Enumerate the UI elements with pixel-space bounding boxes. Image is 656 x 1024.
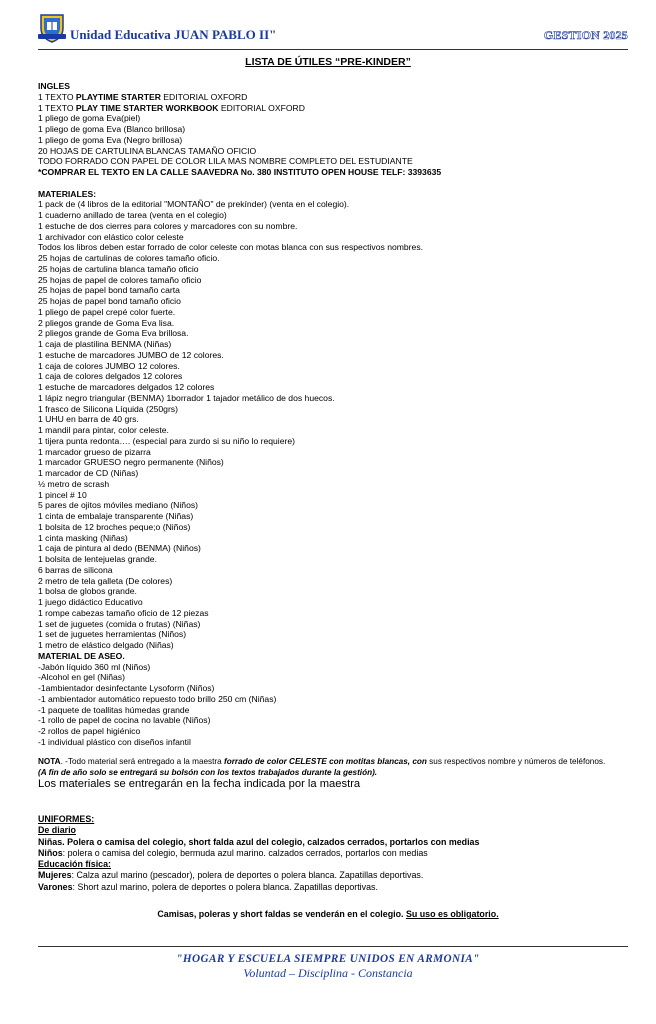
ingles-item xyxy=(38,167,628,178)
ingles-item-text: *COMPRAR EL TEXTO EN LA CALLE SAAVEDRA No. 380 INSTITUTO OPEN HOUSE TELF: 3393635 xyxy=(38,167,442,177)
document-header xyxy=(38,12,628,48)
material-item: 1 lápiz negro triangular (BENMA) 1borrador 1 tajador metálico de dos huecos. xyxy=(38,392,335,403)
uniform-sales-note xyxy=(0,909,656,919)
material-item: 1 UHU en barra de 40 grs. xyxy=(38,414,139,425)
note-text-2: forrado de color CELESTE con motitas blancas, con xyxy=(223,757,427,766)
ingles-item-text: EDITORIAL OXFORD xyxy=(160,91,248,102)
material-item: 2 pliegos grande de Goma Eva lisa. xyxy=(38,317,175,328)
hygiene-item: -Alcohol en gel (Niñas) xyxy=(38,672,125,683)
material-item: 1 caja de colores delgados 12 colores xyxy=(38,371,183,382)
footer-divider xyxy=(38,946,628,947)
material-item: 25 hojas de papel de colores tamaño oficio xyxy=(38,274,202,285)
material-item: 1 bolsa de globos grande. xyxy=(38,586,137,597)
hygiene-item: -1ambientador desinfectante Lysoform (Niños) xyxy=(38,683,215,693)
material-item: 1 set de juguetes herramientas (Niños) xyxy=(38,629,187,640)
material-item: 2 metro de tela galleta (De colores) xyxy=(38,575,173,586)
note-text-4: (A fin de año solo se entregará su bolsón con los textos trabajados durante la gestión). xyxy=(38,768,378,778)
ingles-item xyxy=(38,113,628,124)
hygiene-item: -1 individual plástico con diseños infantil xyxy=(38,736,191,747)
ingles-item-text: TODO FORRADO CON PAPEL DE COLOR LILA MAS NOMBRE COMPLETO DEL ESTUDIANTE xyxy=(38,156,413,167)
material-item: 1 juego didáctico Educativo xyxy=(38,597,143,607)
uniform-ninas-text: . Polera o camisa del colegio, short falda azul del colegio, calzados cerrados, portarlos con medias xyxy=(62,836,480,847)
material-item: 1 pincel # 10 xyxy=(38,489,87,500)
ingles-item-text: 1 pliego de goma Eva (Blanco brillosa) xyxy=(38,124,186,134)
note-text-1: . -Todo material será entregado a la maestra xyxy=(60,757,224,766)
uniform-ninas-label: Niñas xyxy=(38,836,63,847)
school-name: Unidad Educativa JUAN PABLO II" xyxy=(70,27,277,42)
material-item: 1 estuche de marcadores delgados 12 colores xyxy=(38,382,215,392)
uniform-ninos xyxy=(38,848,628,859)
material-item: 1 tijera punta redonta…. (especial para zurdo si su niño lo requiere) xyxy=(38,435,296,446)
delivery-note: Los materiales se entregarán en la fecha indicada por la maestra xyxy=(38,778,361,790)
material-item: 1 marcador grueso de pizarra xyxy=(38,446,151,457)
ingles-item xyxy=(38,156,628,167)
ingles-item xyxy=(38,124,628,135)
ingles-item xyxy=(38,103,628,114)
material-item: 1 caja de pintura al dedo (BENMA) (Niños) xyxy=(38,543,201,554)
aseo-list xyxy=(38,662,628,748)
material-item: ½ metro de scrash xyxy=(38,478,110,489)
hygiene-item: -1 paquete de toallitas húmedas grande xyxy=(38,704,190,715)
document-title: LISTA DE ÚTILES “PRE-KINDER” xyxy=(245,56,411,68)
material-item: 1 pack de (4 libros de la editorial "MONTAÑO" de prekínder) (venta en el colegio). xyxy=(38,199,350,210)
material-item: 1 mandil para pintar, color celeste. xyxy=(38,425,169,435)
material-item: 1 bolsita de 12 broches peque;o (Niños) xyxy=(38,521,191,532)
material-item: 1 pliego de papel crepé color fuerte. xyxy=(38,306,176,317)
material-item: 1 estuche de dos cierres para colores y marcadores con su nombre. xyxy=(38,220,298,231)
uniform-sales-text: Camisas, poleras y short faldas se venderán en el colegio. xyxy=(157,909,406,919)
material-item: 1 cuaderno anillado de tarea (venta en el colegio) xyxy=(38,210,227,220)
uniforms-heading: UNIFORMES: xyxy=(38,814,95,824)
supply-list xyxy=(38,81,628,748)
note-label: NOTA xyxy=(38,757,61,766)
material-item: 1 frasco de Silicona Líquida (250grs) xyxy=(38,403,178,414)
uniform-ninos-text: : polera o camisa del colegio, bermuda azul marino. calzados cerrados, portarlos con medias xyxy=(62,847,428,858)
material-item: 1 rompe cabezas tamaño oficio de 12 piezas xyxy=(38,607,209,618)
ingles-item xyxy=(38,135,628,146)
note-text-3: sus respectivos nombre y números de teléfonos. xyxy=(426,757,606,766)
section-heading-ingles: INGLES xyxy=(38,81,70,91)
material-item: 1 caja de plastilina BENMA (Niñas) xyxy=(38,339,172,349)
hygiene-item: -Jabón líquido 360 ml (Niños) xyxy=(38,661,151,672)
material-item: 1 cinta masking (Niñas) xyxy=(38,532,128,543)
material-item: 25 hojas de papel bond tamaño carta xyxy=(38,285,180,296)
uniform-mujeres-label: Mujeres xyxy=(38,870,72,881)
school-values: Voluntad – Disciplina - Constancia xyxy=(243,966,413,980)
material-item: 25 hojas de cartulina blanca tamaño oficio xyxy=(38,263,199,274)
ingles-item-text: EDITORIAL OXFORD xyxy=(218,102,305,113)
material-item: 1 caja de colores JUMBO 12 colores. xyxy=(38,360,180,371)
uniform-varones-text: : Short azul marino, polera de deportes o polera blanca. Zapatillas deportivas. xyxy=(72,881,378,892)
material-item: Todos los libros deben estar forrado de color celeste con motas blanca con sus respectivos nombres. xyxy=(38,242,424,253)
school-shield-icon xyxy=(38,12,66,44)
ingles-item-text: PLAY TIME STARTER WORKBOOK xyxy=(75,102,219,113)
material-item: 1 archivador con elástico color celeste xyxy=(38,231,184,242)
uniform-ninas xyxy=(38,837,628,848)
material-item: 1 bolsita de lentejuelas grande. xyxy=(38,554,157,564)
material-item: 1 cinta de embalaje transparente (Niñas) xyxy=(38,511,194,521)
school-motto: "HOGAR Y ESCUELA SIEMPRE UNIDOS EN ARMONIA" xyxy=(176,953,480,965)
section-heading-materiales: MATERIALES: xyxy=(38,188,97,199)
hygiene-item: -2 rollos de papel higiénico xyxy=(38,726,141,736)
ingles-item-text: 1 pliego de goma Eva(piel) xyxy=(38,113,141,124)
material-item: 25 hojas de papel bond tamaño oficio xyxy=(38,296,181,306)
material-item: 2 pliegos grande de Goma Eva brillosa. xyxy=(38,328,189,339)
material-item: 5 pares de ojitos móviles mediano (Niños) xyxy=(38,500,199,511)
uniform-varones-label: Varones xyxy=(38,881,73,892)
ingles-item xyxy=(38,146,628,157)
ingles-item-text: 1 TEXTO xyxy=(38,91,76,102)
uniform-mujeres xyxy=(38,870,628,881)
material-item: 6 barras de silicona xyxy=(38,564,113,575)
materiales-list xyxy=(38,199,628,651)
ingles-item-text: PLAYTIME STARTER xyxy=(75,91,161,102)
material-item: 1 set de juguetes (comida o frutas) (Niñas) xyxy=(38,618,201,629)
material-item: 1 estuche de marcadores JUMBO de 12 colores. xyxy=(38,349,224,360)
gestion-year: GESTION 2025 xyxy=(543,28,628,42)
ingles-item-text: 20 HOJAS DE CARTULINA BLANCAS TAMAÑO OFICIO xyxy=(38,145,257,156)
uniform-mandatory-text: Su uso es obligatorio. xyxy=(405,909,499,919)
ingles-list xyxy=(38,92,628,178)
ingles-item xyxy=(38,92,628,103)
uniforms-daily-heading: De diario xyxy=(38,825,76,836)
hygiene-item: -1 ambientador automático repuesto todo brillo 250 cm (Niñas) xyxy=(38,693,277,704)
hygiene-item: -1 rollo de papel de cocina no lavable (Niños) xyxy=(38,715,211,726)
material-item: 1 marcador GRUESO negro permanente (Niños) xyxy=(38,457,224,468)
header-divider xyxy=(38,49,628,50)
material-item: 1 metro de elástico delgado (Niñas) xyxy=(38,640,174,650)
uniforms-pe-heading: Educación física: xyxy=(38,859,111,870)
section-heading-aseo: MATERIAL DE ASEO. xyxy=(38,650,125,661)
material-item: 1 marcador de CD (Niñas) xyxy=(38,468,139,478)
note-paragraph xyxy=(38,756,638,779)
material-item: 25 hojas de cartulinas de colores tamaño oficio. xyxy=(38,253,220,263)
uniform-mujeres-text: : Calza azul marino (pescador), polera de deportes o polera blanca. Zapatillas deportivas. xyxy=(71,870,424,881)
ingles-item-text: 1 pliego de goma Eva (Negro brillosa) xyxy=(38,134,183,145)
uniform-ninos-label: Niños xyxy=(38,847,63,858)
uniforms-section xyxy=(38,814,628,893)
ingles-item-text: 1 TEXTO xyxy=(38,102,76,113)
uniform-varones xyxy=(38,882,628,893)
